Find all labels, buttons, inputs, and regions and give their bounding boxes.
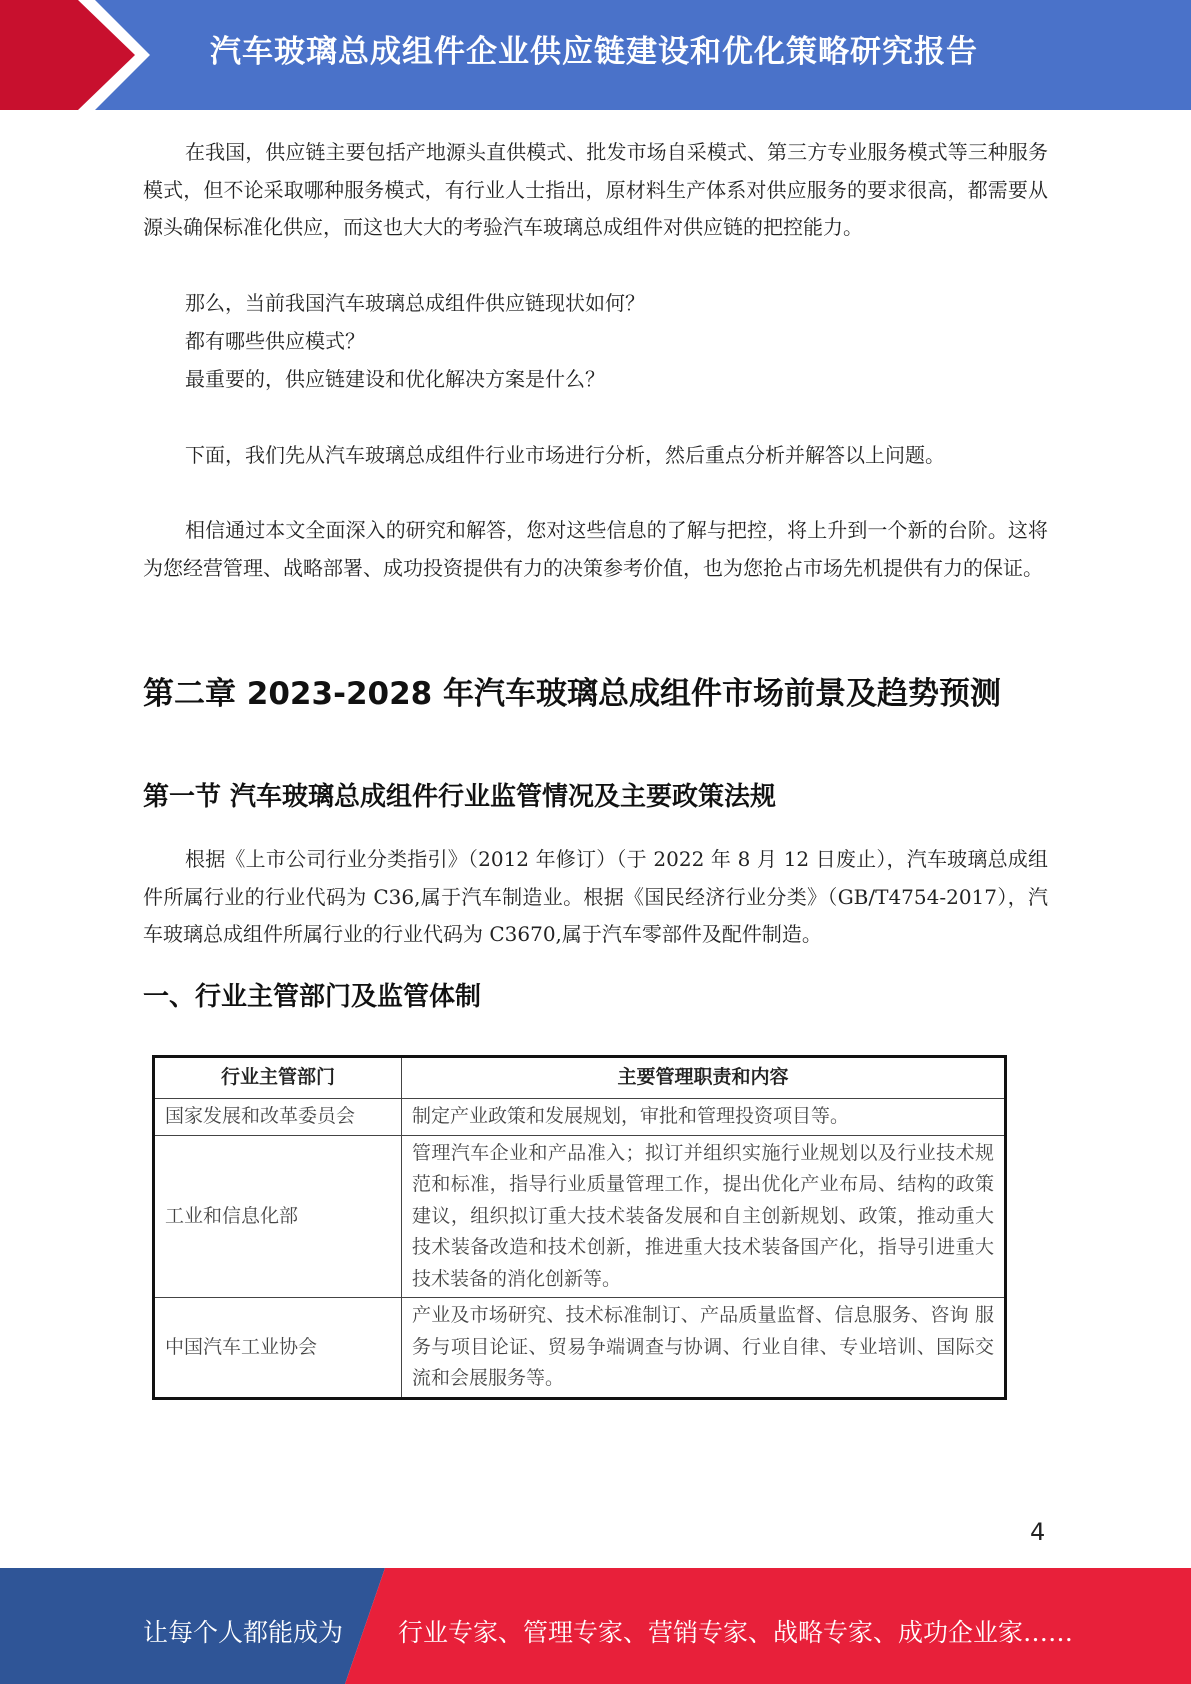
section-heading: 第一节 汽车玻璃总成组件行业监管情况及主要政策法规 bbox=[143, 782, 777, 812]
intro-paragraph-2: 下面，我们先从汽车玻璃总成组件行业市场进行分析，然后重点分析并解答以上问题。 bbox=[185, 443, 945, 467]
intro-paragraph-3: 相信通过本文全面深入的研究和解答，您对这些信息的了解与把控，将上升到一个新的台阶。这将为您经营管理、战略部署、成功投资提供有力的决策参考价值，也为您抢占市场先机提供有力的保证。 bbox=[143, 518, 1048, 580]
table-cell-dept: 工业和信息化部 bbox=[154, 1135, 402, 1298]
table-cell-dept: 国家发展和改革委员会 bbox=[154, 1099, 402, 1136]
table-cell-desc: 制定产业政策和发展规划，审批和管理投资项目等。 bbox=[402, 1099, 1006, 1136]
table-header-dept: 行业主管部门 bbox=[154, 1057, 402, 1099]
section-paragraph: 根据《上市公司行业分类指引》（2012 年修订）（于 2022 年 8 月 12 日废止），汽车玻璃总成组件所属行业的行业代码为 C36,属于汽车制造业。根据《国民经济行业分类》（GB/T4754-2017），汽车玻璃总成组件所属行业的行业代码为 C3670,属于汽车零部件及配件制造。 bbox=[143, 847, 1048, 946]
chapter-heading: 第二章 2023-2028 年汽车玻璃总成组件市场前景及趋势预测 bbox=[143, 676, 1002, 712]
report-title: 汽车玻璃总成组件企业供应链建设和优化策略研究报告 bbox=[210, 34, 978, 70]
table-header-row bbox=[154, 1057, 1006, 1099]
question-3: 最重要的，供应链建设和优化解决方案是什么？ bbox=[185, 367, 605, 391]
question-1: 那么，当前我国汽车玻璃总成组件供应链现状如何？ bbox=[185, 291, 645, 315]
page-number: 4 bbox=[1030, 1518, 1046, 1546]
footer-slogan-right: 行业专家、管理专家、营销专家、战略专家、成功企业家…… bbox=[398, 1618, 1074, 1647]
table-cell-dept: 中国汽车工业协会 bbox=[154, 1298, 402, 1399]
table-row bbox=[154, 1135, 1006, 1298]
subsection-heading: 一、行业主管部门及监管体制 bbox=[143, 982, 482, 1012]
table-row bbox=[154, 1099, 1006, 1136]
table-cell-desc: 产业及市场研究、技术标准制订、产品质量监督、信息服务、咨询 服务与项目论证、贸易争端调查与协调、行业自律、专业培训、国际交流和会展服务等。 bbox=[402, 1298, 1006, 1399]
intro-paragraph-1: 在我国，供应链主要包括产地源头直供模式、批发市场自采模式、第三方专业服务模式等三种服务模式，但不论采取哪种服务模式，有行业人士指出，原材料生产体系对供应服务的要求很高，都需要从源头确保标准化供应，而这也大大的考验汽车玻璃总成组件对供应链的把控能力。 bbox=[143, 140, 1048, 239]
question-2: 都有哪些供应模式？ bbox=[185, 329, 365, 353]
table-header-duties: 主要管理职责和内容 bbox=[402, 1057, 1006, 1099]
table-cell-desc: 管理汽车企业和产品准入；拟订并组织实施行业规划以及行业技术规范和标准，指导行业质量管理工作，提出优化产业布局、结构的政策建议，组织拟订重大技术装备发展和自主创新规划、政策，推动重大技术装备改造和技术创新，推进重大技术装备国产化，指导引进重大技术装备的消化创新等。 bbox=[402, 1135, 1006, 1298]
regulator-table bbox=[152, 1055, 1007, 1400]
table-row bbox=[154, 1298, 1006, 1399]
footer-slogan-left: 让每个人都能成为 bbox=[143, 1618, 344, 1647]
header-banner bbox=[0, 0, 1191, 110]
